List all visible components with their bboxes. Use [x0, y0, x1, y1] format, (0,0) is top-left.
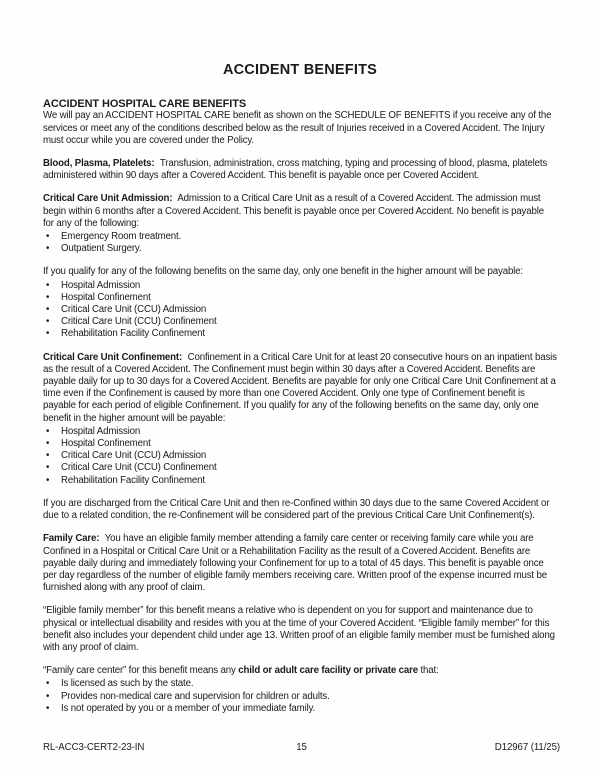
bullet-text: Is licensed as such by the state.	[61, 678, 194, 690]
bullet-text: Critical Care Unit (CCU) Confinement	[61, 316, 217, 328]
footer-page-number: 15	[296, 742, 307, 753]
page-footer	[43, 742, 560, 754]
family-care-center-paragraph	[43, 665, 557, 677]
family-care-center-criteria-list	[43, 678, 557, 715]
bullet-item	[43, 304, 557, 316]
bullet-item	[43, 678, 557, 690]
ccu-confinement-text: Confinement in a Critical Care Unit for at least 20 consecutive hours on an inpatient basis as the result of a Covered Accident. The Confinement must begin within 30 days after a Covered Accident. Benefits are payable daily for up to 30 days for a Covered Accident. Benefits are payable for only one Critical Care Unit Confinement at a time even if the Confinement is caused by more than one Covered Accident. Only one type of Confinement benefit is payable for each period of eligible Confinement. If you qualify for any of the following benefits on the same day, only one benefit in the higher amount will be payable:	[43, 351, 557, 424]
ccu-admission-text: Admission to a Critical Care Unit as a result of a Covered Accident. The admission must begin within 6 months after a Covered Accident. This benefit is payable once per Covered Accident. No benefit is payable for any of the following:	[43, 193, 544, 229]
blood-plasma-paragraph	[43, 158, 557, 182]
bullet-icon: •	[46, 702, 50, 714]
bullet-item	[43, 243, 557, 255]
bullet-item	[43, 292, 557, 304]
ccu-admission-exclusions-list	[43, 231, 557, 255]
bullet-text: Critical Care Unit (CCU) Admission	[61, 450, 207, 462]
bullet-icon: •	[46, 450, 50, 462]
family-care-center-bold-phrase: child or adult care facility or private care	[238, 665, 418, 677]
bullet-text: Outpatient Surgery.	[61, 243, 142, 255]
bullet-text: Provides non-medical care and supervision for children or adults.	[61, 690, 330, 702]
blood-plasma-lead: Blood, Plasma, Platelets:	[43, 158, 155, 170]
bullet-icon: •	[46, 678, 50, 690]
bullet-item	[43, 462, 557, 474]
section-heading: ACCIDENT HOSPITAL CARE BENEFITS	[43, 98, 247, 110]
family-care-paragraph	[43, 533, 557, 594]
family-care-lead: Family Care:	[43, 533, 100, 545]
bullet-item	[43, 280, 557, 292]
ccu-admission-paragraph	[43, 193, 557, 230]
bullet-item	[43, 475, 557, 487]
ccu-confinement-paragraph	[43, 352, 557, 425]
bullet-item	[43, 438, 557, 450]
bullet-item	[43, 316, 557, 328]
ccu-admission-lead: Critical Care Unit Admission:	[43, 193, 173, 205]
bullet-text: Hospital Confinement	[61, 291, 151, 303]
bullet-icon: •	[46, 328, 50, 340]
intro-paragraph: We will pay an ACCIDENT HOSPITAL CARE benefit as shown on the SCHEDULE OF BENEFITS if you receive any of the services or meet any of the conditions described below as the result of Injuries received in a Covered Accident. The Injury must occur while you are covered under the Policy.	[43, 110, 552, 146]
bullet-text: Critical Care Unit (CCU) Admission	[61, 304, 207, 316]
family-care-center-post: that:	[420, 665, 439, 677]
bullet-icon: •	[46, 474, 50, 486]
bullet-icon: •	[46, 316, 50, 328]
bullet-item	[43, 703, 557, 715]
ccu-confinement-benefits-list	[43, 426, 557, 487]
bullet-icon: •	[46, 425, 50, 437]
eligible-family-member-paragraph: “Eligible family member” for this benefit means a relative who is dependent on you for support and maintenance due to physical or intellectual disability and resides with you at the time of your Covered Accident. “Eligible family member” for this benefit also includes your dependent child under age 13. Written proof of an eligible family member must be furnished along with any proof of claim.	[43, 605, 555, 653]
bullet-icon: •	[46, 231, 50, 243]
bullet-icon: •	[46, 243, 50, 255]
bullet-text: Hospital Admission	[61, 425, 141, 437]
bullet-item	[43, 231, 557, 243]
family-care-text: You have an eligible family member attending a family care center or receiving family care while you are Confined in a Hospital or Critical Care Unit or a Rehabilitation Facility as the result of a Covered Accident. Benefits are payable daily during and immediately following your Confinement for up to a total of 45 days. This benefit is payable once per day regardless of the number of eligible family members receiving care. Written proof of the expense incurred must be furnished along with any proof of claim.	[43, 533, 547, 594]
bullet-text: Rehabilitation Facility Confinement	[61, 474, 205, 486]
bullet-icon: •	[46, 279, 50, 291]
bullet-item	[43, 426, 557, 438]
bullet-text: Critical Care Unit (CCU) Confinement	[61, 462, 217, 474]
bullet-text: Hospital Admission	[61, 279, 141, 291]
bullet-text: Hospital Confinement	[61, 438, 151, 450]
document-title: ACCIDENT BENEFITS	[222, 62, 378, 78]
bullet-text: Is not operated by you or a member of your immediate family.	[61, 702, 316, 714]
bullet-icon: •	[46, 462, 50, 474]
bullet-icon: •	[46, 304, 50, 316]
bullet-item	[43, 450, 557, 462]
footer-doc-number: D12967 (11/25)	[494, 742, 560, 753]
bullet-icon: •	[46, 690, 50, 702]
blood-plasma-text: Transfusion, administration, cross matching, typing and processing of blood, plasma, platelets administered within 90 days after a Covered Accident. This benefit is payable once per Covered Accident.	[43, 158, 548, 182]
bullet-item	[43, 691, 557, 703]
bullet-text: Emergency Room treatment.	[61, 231, 182, 243]
footer-form-number: RL-ACC3-CERT2-23-IN	[43, 742, 145, 753]
bullet-icon: •	[46, 291, 50, 303]
bullet-icon: •	[46, 438, 50, 450]
discharge-readmission-paragraph: If you are discharged from the Critical Care Unit and then re-Confined within 30 days due to the same Covered Accident or due to a related condition, the re-Confinement will be considered part of the previous Critical Care Unit Confinement(s).	[43, 497, 550, 522]
same-day-benefits-list	[43, 280, 557, 341]
family-care-center-pre: “Family care center” for this benefit means any	[43, 665, 236, 677]
same-day-qualify-paragraph: If you qualify for any of the following benefits on the same day, only one benefit in the higher amount will be payable:	[43, 266, 523, 278]
bullet-text: Rehabilitation Facility Confinement	[61, 328, 205, 340]
ccu-confinement-lead: Critical Care Unit Confinement:	[43, 351, 183, 363]
bullet-item	[43, 328, 557, 340]
